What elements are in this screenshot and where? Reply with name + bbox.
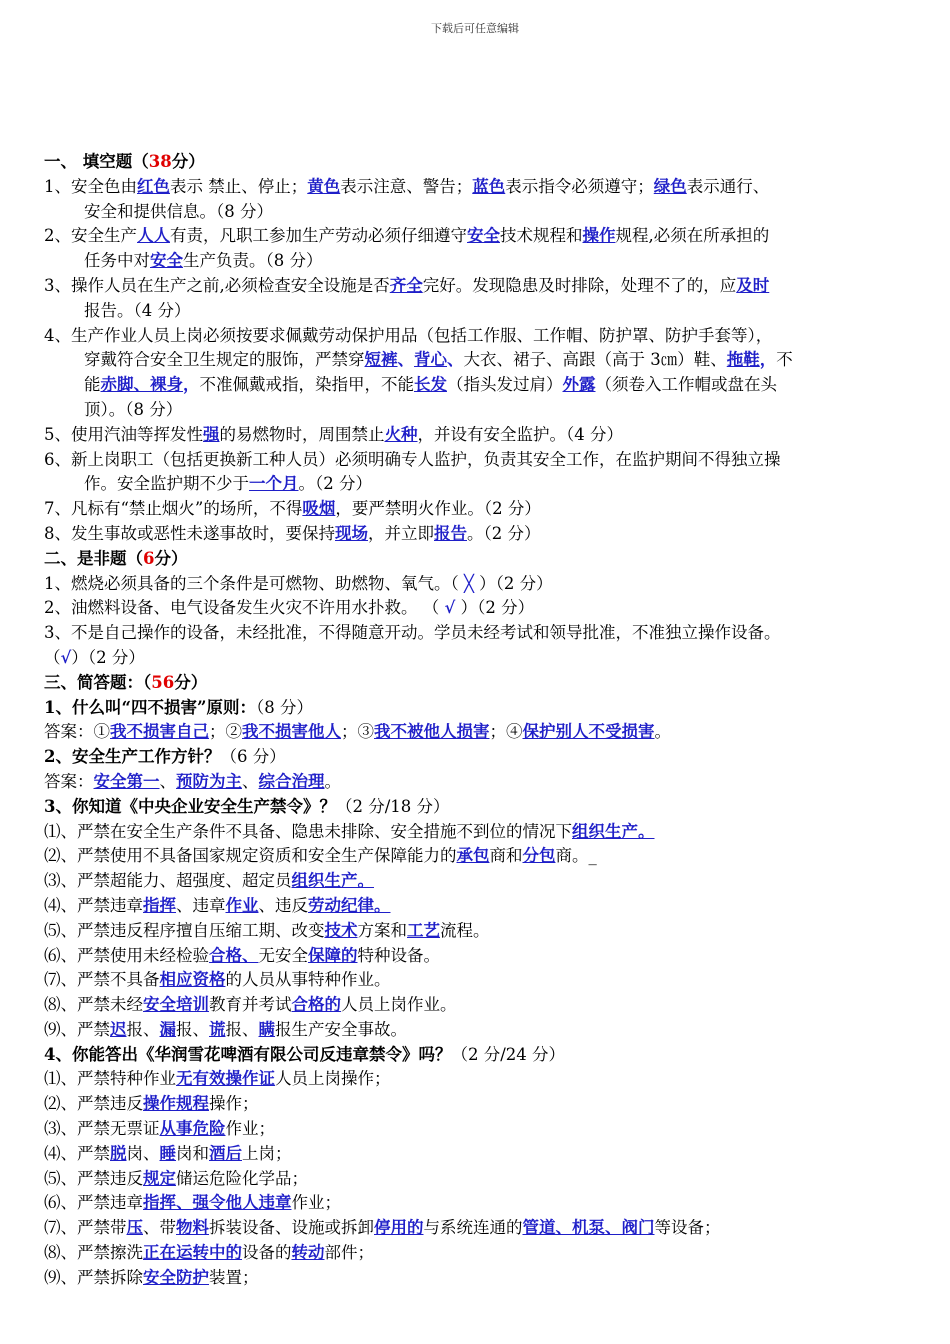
answer-text: 及时 xyxy=(736,275,770,295)
text-segment: ⑼、严禁 xyxy=(44,1019,110,1039)
text-segment: 分） xyxy=(154,548,188,568)
text-segment: 的易燃物时，周围禁止 xyxy=(219,424,385,444)
text-segment: 不 xyxy=(776,350,793,370)
answer-text: 吸烟 xyxy=(302,499,336,519)
answer-text: 短裤 xyxy=(364,350,398,370)
text-line xyxy=(44,1142,914,1167)
text-segment: 4、生产作业人员上岗必须按要求佩戴劳动保护用品（包括工作服、工作帽、防护罩、防护手套等）， xyxy=(44,325,773,345)
text-line xyxy=(44,1117,914,1142)
text-segment: 6、新上岗职工（包括更换新工种人员）必须明确专人监护，负责其安全工作，在监护期间不得独立操 xyxy=(44,449,781,469)
text-line xyxy=(44,200,914,225)
text-segment: 表示注意、警告； xyxy=(340,176,473,196)
text-segment: 38 xyxy=(148,152,172,171)
text-segment: 分） xyxy=(171,152,205,171)
answer-text: 保障的 xyxy=(308,945,358,965)
text-segment: 报、 xyxy=(225,1019,259,1039)
text-segment: ⑴、严禁特种作业 xyxy=(44,1069,176,1089)
text-segment: 6 xyxy=(143,548,155,568)
answer-text: 承包 xyxy=(456,846,490,866)
text-segment: ⑷、严禁 xyxy=(44,1143,110,1163)
text-line xyxy=(44,522,914,547)
text-segment: 3、不是自己操作的设备，未经批准，不得随意开动。学员未经考试和领导批准，不准独立操作设备。 xyxy=(44,623,781,643)
text-segment: 2、安全生产工作方针？ xyxy=(44,747,221,767)
page-header: 下载后可任意编辑 xyxy=(431,22,519,35)
answer-text: 相应资格 xyxy=(159,970,226,990)
answer-text: 分包 xyxy=(522,846,556,866)
answer-text: 安全 xyxy=(467,226,500,246)
text-segment: 部件； xyxy=(324,1243,374,1263)
text-line xyxy=(44,1241,914,1266)
answer-text: 火种 xyxy=(384,424,418,444)
text-segment: 报告。（4 分） xyxy=(84,300,191,320)
answer-text: 红色 xyxy=(137,176,170,196)
text-segment: 7、凡标有“禁止烟火”的场所，不得 xyxy=(44,499,303,519)
text-segment: ⑹、严禁违章 xyxy=(44,1193,143,1213)
text-segment: 完好。发现隐患及时排除，处理不了的，应 xyxy=(422,275,737,295)
text-segment: 表示指令必须遵守； xyxy=(505,176,654,196)
text-segment: 1、燃烧必须具备的三个条件是可燃物、助燃物、氧气。（ xyxy=(44,573,464,593)
text-segment: 大衣、裙子、高跟（高于 3㎝）鞋、 xyxy=(463,350,727,370)
text-segment: 有责，凡职工参加生产劳动必须仔细遵守 xyxy=(170,226,467,246)
text-segment: 报、 xyxy=(126,1019,160,1039)
text-segment: 岗和 xyxy=(176,1143,209,1163)
text-line xyxy=(44,1043,914,1068)
text-segment: 储运危险化学品； xyxy=(176,1168,308,1188)
text-segment: 设备的 xyxy=(242,1243,292,1263)
text-segment: ⑹、严禁使用未经检验 xyxy=(44,945,209,965)
text-line xyxy=(44,596,914,621)
answer-text: 停用的 xyxy=(374,1218,424,1238)
text-line xyxy=(44,1216,914,1241)
text-segment: 不准佩戴戒指，染指甲，不能 xyxy=(199,375,414,395)
text-line xyxy=(44,1191,914,1216)
text-line xyxy=(44,497,914,522)
text-segment: （8 分） xyxy=(255,697,313,717)
text-segment: ，并立即 xyxy=(368,523,434,543)
text-segment: ，并设有安全监护。（4 分） xyxy=(417,424,623,444)
answer-text: 转动 xyxy=(291,1243,325,1263)
text-segment: 安全和提供信息。（8 分） xyxy=(84,201,273,221)
text-segment: 分） xyxy=(174,672,208,692)
text-line xyxy=(44,720,914,745)
text-segment: 二、是非题（ xyxy=(44,548,143,568)
answer-text: 背心 xyxy=(414,350,447,370)
text-line xyxy=(44,646,914,671)
text-segment: 、 xyxy=(397,350,414,370)
answer-text: 我不损害自己 xyxy=(110,722,209,742)
answer-text: 报告 xyxy=(434,523,467,543)
text-line xyxy=(44,299,914,324)
text-segment: 人员上岗操作； xyxy=(275,1069,391,1089)
text-segment: ╳ xyxy=(464,573,474,593)
text-segment: 。（2 分） xyxy=(467,523,541,543)
text-line xyxy=(44,175,914,200)
text-segment: 、 xyxy=(242,771,259,791)
text-segment: 。 xyxy=(324,771,341,791)
answer-text: 压 xyxy=(126,1218,143,1238)
answer-text: 人人 xyxy=(137,226,170,246)
text-segment: 特种设备。 xyxy=(357,945,440,965)
answer-text: 漏 xyxy=(159,1019,176,1039)
text-line xyxy=(44,348,914,373)
text-segment: ⑴、严禁在安全生产条件不具备、隐患未排除、安全措施不到位的情况下 xyxy=(44,821,572,841)
text-segment: 规程,必须在所承担的 xyxy=(615,226,770,246)
text-segment: 报生产安全事故。 xyxy=(275,1019,407,1039)
answer-text: 酒后 xyxy=(209,1143,242,1163)
text-segment: 、 xyxy=(447,350,464,370)
answer-text: 赤脚、裸身 xyxy=(100,375,183,395)
text-segment: （须卷入工作帽或盘在头 xyxy=(595,375,777,395)
answer-text: 拖鞋 xyxy=(726,350,760,370)
answer-text: 指挥 xyxy=(143,895,176,915)
answer-text: 安全第一 xyxy=(93,771,160,791)
text-segment: ⑷、严禁违章 xyxy=(44,895,143,915)
text-segment: 生产负责。（8 分） xyxy=(183,251,323,271)
text-segment: 作。安全监护期不少于 xyxy=(84,474,249,494)
text-line xyxy=(44,448,914,473)
answer-text: 预防为主 xyxy=(176,771,242,791)
answer-text: 工艺 xyxy=(407,920,440,940)
text-segment: √ xyxy=(60,647,72,667)
text-segment: ，要严禁明火作业。（2 分） xyxy=(335,499,541,519)
text-segment: 作业； xyxy=(291,1193,341,1213)
answer-text: 管道、机泵、阀门 xyxy=(522,1218,655,1238)
text-segment: ， xyxy=(183,375,200,395)
answer-text: 瞒 xyxy=(258,1019,275,1039)
answer-text: 从事危险 xyxy=(159,1119,226,1139)
text-segment: ⑸、严禁违反程序擅自压缩工期、改变 xyxy=(44,920,325,940)
answer-text: 保护别人不受损害 xyxy=(522,722,655,742)
text-segment: 2、油燃料设备、电气设备发生火灾不许用水扑救。 （ xyxy=(44,598,445,618)
text-segment: 流程。 xyxy=(440,920,490,940)
text-segment: 作业； xyxy=(225,1119,275,1139)
text-segment: 一、 填空题（ xyxy=(44,152,149,171)
text-segment: 5、使用汽油等挥发性 xyxy=(44,424,203,444)
text-segment: 2、安全生产 xyxy=(44,226,137,246)
text-segment: ⑸、严禁违反 xyxy=(44,1168,143,1188)
text-line xyxy=(44,472,914,497)
answer-text: 谎 xyxy=(209,1019,226,1039)
text-line xyxy=(44,869,914,894)
text-segment: 、带 xyxy=(143,1218,176,1238)
text-segment: ⑻、严禁未经 xyxy=(44,995,143,1015)
text-segment: 商和 xyxy=(489,846,523,866)
text-segment: 8、发生事故或恶性未遂事故时，要保持 xyxy=(44,523,335,543)
text-segment: 报、 xyxy=(176,1019,209,1039)
text-line xyxy=(44,572,914,597)
text-line xyxy=(44,1067,914,1092)
text-line xyxy=(44,968,914,993)
text-segment: 56 xyxy=(151,672,175,692)
answer-text: 齐全 xyxy=(389,275,423,295)
answer-text: 无有效操作证 xyxy=(176,1069,275,1089)
answer-text: 强 xyxy=(203,424,220,444)
text-segment: （2 分/18 分） xyxy=(335,796,450,816)
text-line xyxy=(44,621,914,646)
text-segment: 人员上岗作业。 xyxy=(341,995,457,1015)
text-segment: 表示通行、 xyxy=(686,176,770,196)
text-line xyxy=(44,398,914,423)
text-segment: 等设备； xyxy=(654,1218,721,1238)
text-segment: 与系统连通的 xyxy=(423,1218,523,1238)
text-line xyxy=(44,1092,914,1117)
text-segment: 无安全 xyxy=(258,945,308,965)
text-segment: 表示 禁止、停止； xyxy=(170,176,308,196)
text-line xyxy=(44,696,914,721)
answer-text: 蓝色 xyxy=(472,176,506,196)
text-segment: ⑺、严禁不具备 xyxy=(44,970,160,990)
answer-text: 组织生产。 xyxy=(291,871,374,891)
text-line xyxy=(44,224,914,249)
answer-text: 黄色 xyxy=(307,176,341,196)
text-segment: 答案：① xyxy=(44,722,110,742)
text-segment: ；② xyxy=(209,722,242,742)
text-line xyxy=(44,547,914,572)
text-line xyxy=(44,1018,914,1043)
answer-text: 合格的 xyxy=(291,995,341,1015)
text-segment: ⑼、严禁拆除 xyxy=(44,1267,143,1287)
text-segment: ， xyxy=(759,350,777,370)
text-segment: √ xyxy=(444,598,456,618)
answer-text: 安全 xyxy=(150,251,183,271)
answer-text: 我不被他人损害 xyxy=(374,722,490,742)
answer-text: 正在运转中的 xyxy=(143,1243,242,1263)
text-segment: ⑶、严禁超能力、超强度、超定员 xyxy=(44,871,292,891)
text-segment: （指头发过肩） xyxy=(447,375,563,395)
answer-text: 现场 xyxy=(335,523,368,543)
text-segment: 、 xyxy=(159,771,176,791)
answer-text: 安全防护 xyxy=(143,1267,209,1287)
text-segment: 答案： xyxy=(44,771,94,791)
text-segment: 操作； xyxy=(209,1094,259,1114)
answer-text: 组织生产。 xyxy=(572,821,655,841)
answer-text: 综合治理 xyxy=(258,771,325,791)
answer-text: 我不损害他人 xyxy=(242,722,341,742)
text-segment: 。（2 分） xyxy=(298,474,372,494)
text-line xyxy=(44,1167,914,1192)
text-segment: ⑺、严禁带 xyxy=(44,1218,127,1238)
answer-text: 安全培训 xyxy=(143,995,209,1015)
answer-text: 睡 xyxy=(159,1143,176,1163)
document-body xyxy=(44,150,914,1291)
answer-text: 规定 xyxy=(143,1168,176,1188)
text-segment: 、违反 xyxy=(258,895,308,915)
answer-text: 作业 xyxy=(225,895,259,915)
text-line xyxy=(44,993,914,1018)
text-segment: （2 分/24 分） xyxy=(451,1044,566,1064)
text-segment: 上岗； xyxy=(242,1143,292,1163)
text-segment: 拆装设备、设施或拆卸 xyxy=(209,1218,374,1238)
text-line xyxy=(44,894,914,919)
text-line xyxy=(44,423,914,448)
text-segment: 1、什么叫“四不损害”原则： xyxy=(44,697,256,717)
text-segment: 技术规程和 xyxy=(500,226,583,246)
text-line xyxy=(44,274,914,299)
text-segment: ⑵、严禁违反 xyxy=(44,1094,143,1114)
text-segment: 的人员从事特种作业。 xyxy=(225,970,391,990)
text-segment: 商。_ xyxy=(555,846,597,866)
text-segment: 。 xyxy=(654,722,671,742)
answer-text: 长发 xyxy=(414,375,447,395)
text-line xyxy=(44,944,914,969)
text-segment: 方案和 xyxy=(357,920,407,940)
text-line xyxy=(44,150,914,175)
text-segment: 教育并考试 xyxy=(209,995,292,1015)
answer-text: 劳动纪律。 xyxy=(308,895,391,915)
answer-text: 绿色 xyxy=(653,176,687,196)
answer-text: 操作规程 xyxy=(143,1094,209,1114)
text-segment: 任务中对 xyxy=(84,251,150,271)
text-segment: 1、安全色由 xyxy=(44,176,137,196)
text-line xyxy=(44,249,914,274)
answer-text: 外露 xyxy=(562,375,596,395)
answer-text: 操作 xyxy=(582,226,616,246)
text-segment: ）（2 分） xyxy=(71,647,145,667)
text-segment: ）（2 分） xyxy=(473,573,553,593)
text-line xyxy=(44,795,914,820)
text-line xyxy=(44,919,914,944)
text-segment: 、违章 xyxy=(176,895,226,915)
text-line xyxy=(44,844,914,869)
answer-text: 物料 xyxy=(176,1218,209,1238)
text-line xyxy=(44,770,914,795)
text-segment: 3、你知道《中央企业安全生产禁令》？ xyxy=(44,796,336,816)
text-segment: （6 分） xyxy=(220,747,286,767)
text-line xyxy=(44,671,914,696)
answer-text: 脱 xyxy=(110,1143,127,1163)
answer-text: 一个月 xyxy=(249,474,299,494)
text-segment: ；③ xyxy=(341,722,374,742)
text-segment: 3、操作人员在生产之前,必须检查安全设施是否 xyxy=(44,275,390,295)
text-segment: 4、你能答出《华润雪花啤酒有限公司反违章禁令》吗？ xyxy=(44,1044,452,1064)
text-line xyxy=(44,745,914,770)
text-segment: 三、简答题：（ xyxy=(44,672,152,692)
text-segment: （ xyxy=(44,647,61,667)
text-segment: ；④ xyxy=(489,722,523,742)
answer-text: 合格、 xyxy=(209,945,259,965)
text-line xyxy=(44,820,914,845)
text-segment: 岗、 xyxy=(126,1143,160,1163)
answer-text: 技术 xyxy=(324,920,358,940)
text-line xyxy=(44,1266,914,1291)
text-segment: 装置； xyxy=(209,1267,259,1287)
text-segment: ⑵、严禁使用不具备国家规定资质和安全生产保障能力的 xyxy=(44,846,457,866)
text-segment: 能 xyxy=(84,375,101,395)
answer-text: 指挥、强令他人违章 xyxy=(143,1193,292,1213)
text-segment: ）（2 分） xyxy=(455,598,535,618)
text-line xyxy=(44,373,914,398)
text-segment: ⑻、严禁擦洗 xyxy=(44,1243,143,1263)
text-segment: ⑶、严禁无票证 xyxy=(44,1119,160,1139)
text-segment: 穿戴符合安全卫生规定的服饰，严禁穿 xyxy=(84,350,365,370)
text-line xyxy=(44,324,914,349)
answer-text: 迟 xyxy=(110,1019,127,1039)
text-segment: 顶）。（8 分） xyxy=(84,399,183,419)
